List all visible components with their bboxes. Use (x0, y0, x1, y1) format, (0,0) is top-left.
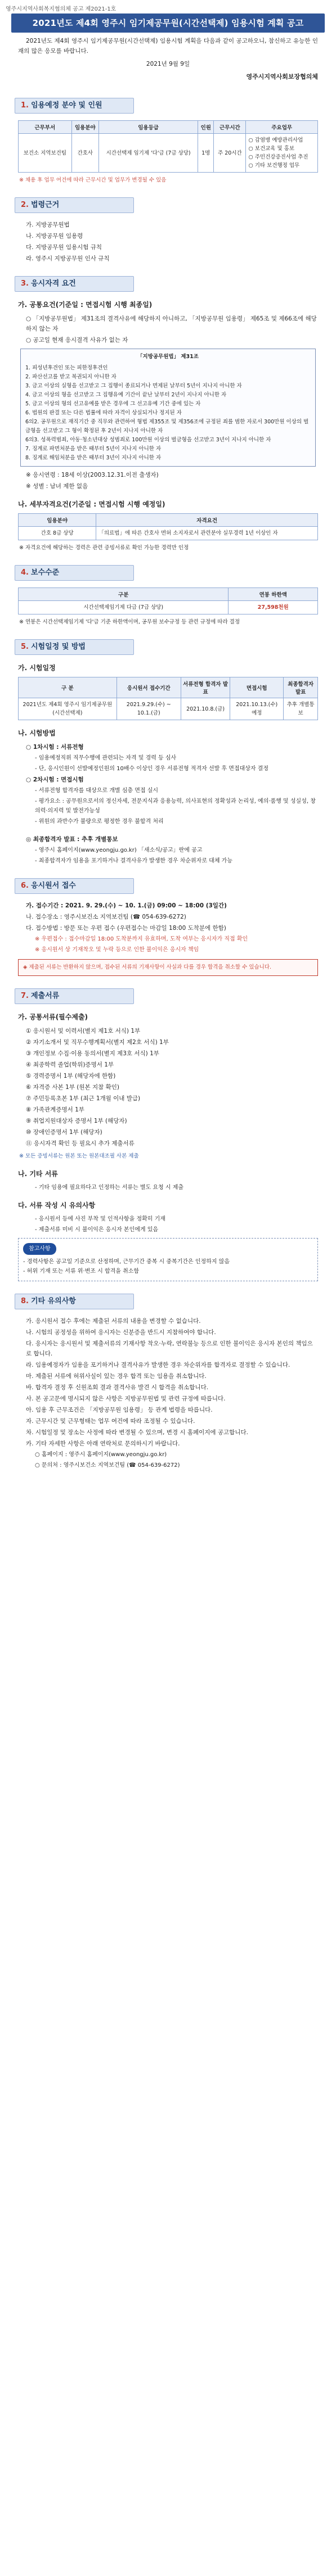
method-interview-detail: - 서류전형 합격자를 대상으로 개별 심층 면접 실시 (35, 788, 159, 794)
salary-table (18, 587, 318, 614)
cell-category: 2021년도 제4회 영주시 임기제공무원(시간선택제) (19, 698, 117, 720)
law-item: 다. 지방공무원 임용시험 규칙 (26, 244, 102, 251)
age-note: ※ 응시연령 : 18세 이상(2003.12.31.이전 출생자) (26, 472, 159, 478)
application-place: 나. 접수장소 : 영주시보건소 지역보건팀 (☎ 054-639-6272) (26, 914, 186, 920)
common-documents-heading: 가. 공통서류(필수제출) (18, 1013, 88, 1021)
document-item: ⑪ 응시자격 확인 등 필요시 추가 제출서류 (26, 1140, 135, 1147)
document-item: ⑥ 자격증 사본 1부 (원본 지참 확인) (26, 1084, 120, 1091)
section-3-header: 3. 응시자격 요건 (15, 276, 134, 292)
caution-item: 바. 합격자 결정 후 신원조회 결과 결격사유 발견 시 합격을 취소합니다. (26, 1384, 209, 1391)
section-6-header: 6. 응시원서 접수 (15, 878, 134, 894)
schedule-heading: 가. 시험일정 (18, 664, 56, 672)
cell-interview: 2021.10.13.(수) 예정 (230, 698, 284, 720)
document-item: ⑦ 주민등록초본 1부 (최근 1개월 이내 발급) (26, 1095, 141, 1102)
section-8-title: 기타 유의사항 (30, 1297, 76, 1305)
section-7-header: 7. 제출서류 (15, 988, 134, 1004)
th-final-result: 최종합격자 발표 (284, 677, 318, 698)
disqualification-line: 6의2. 공무원으로 재직기간 중 직무와 관련하여 형법 제355조 및 제356조에 규정된 죄를 범한 자로서 300만원 이상의 벌금형을 선고받고 그 형이 확정된 후 2년이 지나지 아니한 자 (25, 419, 309, 434)
application-notice: ◈ 제출된 서류는 반환하지 않으며, 접수된 서류의 기재사항이 사실과 다를 경우 합격을 취소할 수 있습니다. (18, 959, 318, 976)
document-item: ⑨ 취업지원대상자 증명서 1부 (해당자) (26, 1118, 127, 1124)
cell-category: 시간선택제임기제 다급 (7급 상당) (19, 601, 229, 614)
application-warning: ※ 우편접수 : 접수마감일 18:00 도착분까지 유효하며, 도착 여부는 응시자가 직접 확인 (35, 936, 248, 942)
method-interview: ○ 2차시험 : 면접시험 (26, 776, 84, 783)
disqualification-box-title: 「지방공무원법」 제31조 (137, 354, 199, 360)
method-heading: 나. 시험방법 (18, 729, 56, 737)
disqualification-box (20, 349, 316, 467)
final-result-heading: ◎ 최종합격자 발표 : 추후 개별통보 (26, 836, 118, 843)
method-document-detail: - 단, 응시인원이 선발예정인원의 10배수 이상인 경우 서류전형 적격자 선발 후 면접대상자 결정 (35, 766, 269, 772)
law-item: 가. 지방공무원법 (26, 222, 70, 228)
cell-count: 1명 (198, 134, 214, 173)
document-reference: 영주시지역사회복지협의체 공고 제2021-1호 (6, 6, 117, 12)
method-document: ○ 1차시험 : 서류전형 (26, 744, 84, 751)
final-result-detail: - 최종합격자가 임용을 포기하거나 결격사유가 발생한 경우 차순위자로 대체 가능 (35, 858, 232, 864)
disqualification-line: 3. 금고 이상의 실형을 선고받고 그 집행이 종료되거나 면제된 날부터 5년이 지나지 아니한 자 (25, 383, 242, 389)
caution-item: 가. 응시원서 접수 후에는 제출된 서류의 내용을 변경할 수 없습니다. (26, 1318, 201, 1325)
caution-item: 차. 시험일정 및 장소는 사정에 따라 변경될 수 있으며, 변경 시 홈페이지에 공고합니다. (26, 1429, 248, 1436)
cell-application-period: 2021.9.29.(수) ~ 10.1.(금) (117, 698, 181, 720)
section-6-title: 응시원서 접수 (30, 882, 76, 890)
document-item: ④ 최종학력 졸업(학위)증명서 1부 (26, 1061, 114, 1068)
intro-paragraph: 2021년도 제4회 영주시 임기제공무원(시간선택제) 임용시험 계획을 다음과 같이 공고하오니, 참신하고 유능한 인재의 많은 응모를 바랍니다. (18, 38, 318, 55)
issuing-organization: 영주시지역사회보장협의체 (246, 73, 318, 80)
section-4-title: 보수수준 (30, 568, 60, 577)
document-item: ⑤ 경력증명서 1부 (해당자에 한함) (26, 1073, 116, 1079)
cell-field: 간호 8급 상당 (19, 527, 96, 540)
th-duties: 주요업무 (246, 121, 318, 134)
requirement-item: ○ 공고일 현재 응시결격 사유가 없는 자 (26, 337, 128, 344)
th-hours: 근무시간 (214, 121, 246, 134)
law-item: 라. 영주시 지방공무원 인사 규칙 (26, 255, 110, 262)
reference-label: 참고사항 (23, 1243, 56, 1255)
section-5-title: 시험일정 및 방법 (30, 643, 86, 651)
announcement-date: 2021년 9월 9일 (146, 61, 190, 67)
cell-final-result: 추후 개별통보 (284, 698, 318, 720)
document-item: ① 응시원서 및 이력서(별지 제1호 서식) 1부 (26, 1028, 141, 1034)
th-dept: 근무부서 (19, 121, 72, 134)
duty-item: ○ 감염병 예방관리사업 (248, 137, 303, 143)
application-period: 가. 접수기간 : 2021. 9. 29.(수) ~ 10. 1.(금) 09:00 ~ 18:00 (3일간) (26, 902, 227, 909)
section-5-header: 5. 시험일정 및 방법 (15, 639, 134, 655)
table-row (19, 134, 318, 173)
th-field: 임용분야 (71, 121, 98, 134)
caution-item: 사. 본 공고문에 명시되지 않은 사항은 지방공무원법 및 관련 규정에 따릅니다. (26, 1395, 226, 1402)
positions-table (18, 120, 318, 173)
writing-notes-detail: - 응시원서 등에 사진 부착 및 인적사항을 정확히 기재 (35, 1216, 165, 1222)
th-grade: 임용등급 (99, 121, 198, 134)
table-row (19, 601, 318, 614)
disqualification-line: 6의3. 성폭력범죄, 아동·청소년대상 성범죄로 100만원 이상의 벌금형을 선고받고 3년이 지나지 아니한 자 (25, 437, 271, 443)
cell-document-result: 2021.10.8.(금) (181, 698, 230, 720)
cell-salary: 27,598천원 (229, 601, 318, 614)
detail-requirements-note: ※ 자격요건에 해당하는 경력은 관련 증빙서류로 확인 가능한 경력만 인정 (19, 545, 189, 551)
cell-field: 간호사 (71, 134, 98, 173)
disqualification-line: 4. 금고 이상의 형을 선고받고 그 집행유예 기간이 끝난 날부터 2년이 지나지 아니한 자 (25, 392, 227, 398)
method-document-detail: - 임용예정직위 직무수행에 관련되는 자격 및 경력 등 심사 (35, 755, 177, 761)
caution-item: 마. 제출된 서류에 허위사실이 있는 경우 합격 또는 임용을 취소합니다. (26, 1373, 207, 1380)
reference-detail: - 허위 기재 또는 서류 위·변조 시 합격을 취소함 (23, 1268, 140, 1275)
section-1-title: 임용예정 분야 및 인원 (30, 101, 102, 110)
method-interview-detail: - 평가요소 : 공무원으로서의 정신자세, 전문지식과 응용능력, 의사표현의 정확성과 논리성, 예의·품행 및 성실성, 창의력·의지력 및 발전가능성 (35, 798, 316, 814)
section-1-header: 1. 임용예정 분야 및 인원 (15, 98, 134, 114)
th-application-period: 응시원서 접수기간 (117, 677, 181, 698)
th-category: 구분 (19, 588, 229, 601)
disqualification-line: 5. 금고 이상의 형의 선고유예를 받은 경우에 그 선고유예 기간 중에 있는 자 (25, 401, 201, 407)
cell-grade: 시간선택제 임기제 '다'급 (7급 상당) (99, 134, 198, 173)
cell-requirement: 「의료법」에 따른 간호사 면허 소지자로서 관련분야 실무경력 1년 이상인 자 (96, 527, 318, 540)
schedule-table (18, 677, 318, 720)
cell-duties (246, 134, 318, 173)
reference-box (18, 1238, 318, 1281)
contact-homepage: ○ 홈페이지 : 영주시 홈페이지(www.yeongju.go.kr) (35, 1452, 167, 1458)
disqualification-line: 6. 법원의 판결 또는 다른 법률에 따라 자격이 상실되거나 정지된 자 (25, 410, 182, 416)
reference-detail: - 경력사항은 공고일 기준으로 산정하며, 근무기간 중복 시 중복기간은 인정하지 않음 (23, 1259, 230, 1265)
document-item: ⑧ 가족관계증명서 1부 (26, 1106, 84, 1113)
detail-requirements-table (18, 513, 318, 540)
th-salary: 연봉 하한액 (229, 588, 318, 601)
section-3-title: 응시자격 요건 (30, 279, 76, 288)
writing-notes-heading: 다. 서류 작성 시 유의사항 (18, 1201, 96, 1209)
th-field: 임용분야 (19, 514, 96, 527)
th-count: 인원 (198, 121, 214, 134)
disqualification-line: 8. 징계로 해임처분을 받은 때부터 3년이 지나지 아니한 자 (25, 455, 162, 461)
common-requirements-heading: 가. 공통요건(기준일 : 면접시험 시행 최종일) (18, 301, 153, 309)
th-category: 구 분 (19, 677, 117, 698)
application-warning: ※ 응시원서 상 기재착오 및 누락 등으로 인한 불이익은 응시자 책임 (35, 947, 199, 953)
document-item: ⑩ 장애인증명서 1부 (해당자) (26, 1129, 102, 1136)
th-requirement: 자격요건 (96, 514, 318, 527)
duty-item: ○ 주민건강증진사업 추진 (248, 154, 308, 160)
table-row (19, 698, 318, 720)
section-4-header: 4. 보수수준 (15, 565, 134, 581)
writing-notes-detail: - 제출서류 미비 시 불이익은 응시자 본인에게 있음 (35, 1227, 159, 1233)
law-item: 나. 지방공무원 임용령 (26, 233, 83, 239)
caution-item: 나. 시험의 공정성을 위하여 응시자는 신분증을 반드시 지참하여야 합니다. (26, 1329, 216, 1336)
table-row (19, 527, 318, 540)
requirement-item: ○ 「지방공무원법」 제31조의 결격사유에 해당하지 아니하고, 「지방공무원 임용령」 제65조 및 제66조에 해당하지 않는 자 (26, 315, 317, 332)
other-documents-heading: 나. 기타 서류 (18, 1170, 58, 1178)
method-interview-detail: - 위원의 과반수가 불량으로 평정한 경우 불합격 처리 (35, 819, 164, 825)
th-document-result: 서류전형 합격자 발표 (181, 677, 230, 698)
other-documents-detail: - 기타 임용에 필요하다고 인정하는 서류는 별도 요청 시 제출 (35, 1185, 184, 1191)
cell-hours: 주 20시간 (214, 134, 246, 173)
salary-note: ※ 연봉은 시간선택제임기제 '다'급 기준 하한액이며, 공무원 보수규정 등 관련 규정에 따라 결정 (19, 619, 240, 625)
documents-note: ※ 모든 증빙서류는 원본 또는 원본대조필 사본 제출 (19, 1153, 139, 1159)
duty-item: ○ 기타 보건행정 업무 (248, 162, 300, 169)
th-interview: 면접시험 (230, 677, 284, 698)
disqualification-line: 2. 파산선고를 받고 복권되지 아니한 자 (25, 374, 117, 380)
section-2-title: 법령근거 (30, 201, 60, 209)
section-8-header: 8. 기타 유의사항 (15, 1294, 134, 1309)
page-title: 2021년도 제4회 영주시 임기제공무원(시간선택제) 임용시험 계획 공고 (11, 13, 325, 33)
caution-item: 자. 근무시간 및 근무형태는 업무 여건에 따라 조정될 수 있습니다. (26, 1418, 195, 1425)
application-method: 다. 접수방법 : 방문 또는 우편 접수 (우편접수는 마감일 18:00 도착분에 한함) (26, 925, 226, 932)
disqualification-line: 1. 피성년후견인 또는 피한정후견인 (25, 365, 108, 371)
gender-note: ※ 성별 : 남녀 제한 없음 (26, 483, 88, 490)
caution-item: 카. 기타 자세한 사항은 아래 연락처로 문의하시기 바랍니다. (26, 1440, 180, 1447)
section-7-title: 제출서류 (30, 992, 60, 1000)
caution-item: 다. 응시자는 응시원서 및 제출서류의 기재사항 착오·누락, 연락불능 등으로 인한 불이익은 응시자 본인의 책임으로 합니다. (26, 1340, 313, 1357)
positions-footnote: ※ 채용 후 업무 여건에 따라 근무시간 및 업무가 변경될 수 있음 (19, 177, 167, 183)
document-item: ③ 개인정보 수집·이용 동의서(별지 제3호 서식) 1부 (26, 1050, 159, 1057)
disqualification-line: 7. 징계로 파면처분을 받은 때부터 5년이 지나지 아니한 자 (25, 446, 162, 452)
section-2-header: 2. 법령근거 (15, 197, 134, 213)
document-item: ② 자기소개서 및 직무수행계획서(별지 제2호 서식) 1부 (26, 1039, 169, 1046)
caution-item: 라. 임용예정자가 임용을 포기하거나 결격사유가 발생한 경우 차순위자를 합격자로 결정할 수 있습니다. (26, 1362, 290, 1368)
caution-item: 아. 임용 후 근무조건은 「지방공무원 임용령」 등 관계 법령을 따릅니다. (26, 1407, 213, 1413)
detail-requirements-heading: 나. 세부자격요건(기준일 : 면접시험 시행 예정일) (18, 500, 165, 508)
cell-dept: 보건소 지역보건팀 (19, 134, 72, 173)
final-result-detail: - 영주시 홈페이지(www.yeongju.go.kr) 「새소식/공고」란에 공고 (35, 847, 203, 853)
duty-item: ○ 보건교육 및 홍보 (248, 146, 295, 152)
contact-phone: ○ 문의처 : 영주시보건소 지역보건팀 (☎ 054-639-6272) (35, 1462, 180, 1468)
